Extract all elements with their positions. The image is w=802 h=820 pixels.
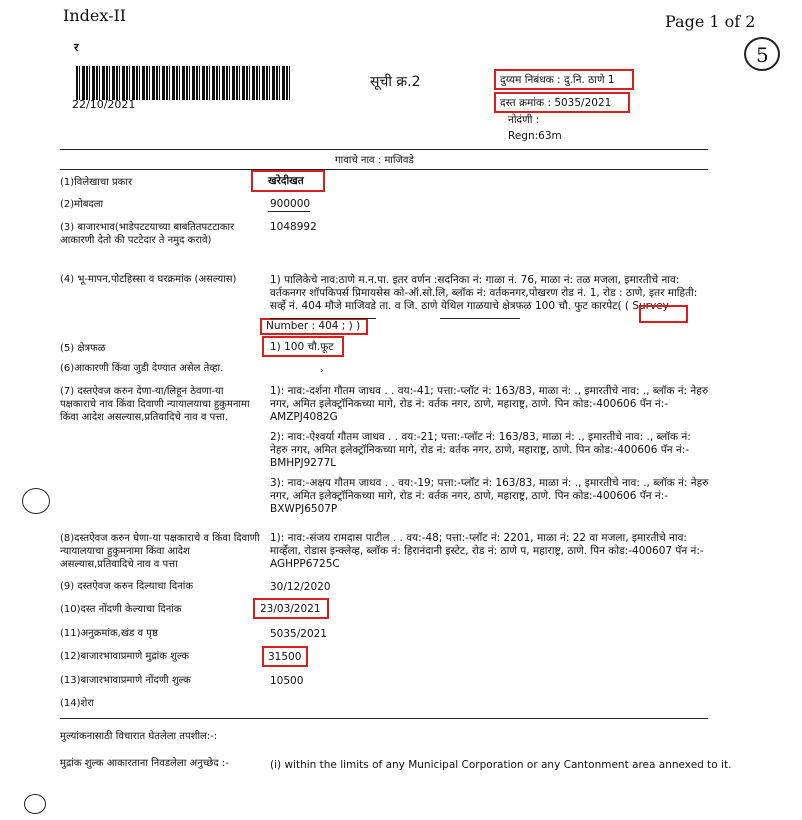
- stamp-article-value: (i) within the limits of any Municipal Corporation or any Cantonment area annexed to it.: [270, 759, 732, 771]
- row-1-label: (1)विलेखाचा प्रकार: [60, 177, 133, 188]
- circled-number: [744, 37, 780, 71]
- punch-hole-top: [22, 488, 50, 514]
- row-10-label: (10)दस्त नोंदणी केल्याचा दिनांक: [60, 604, 182, 615]
- regn-number: Regn:63m: [508, 130, 562, 142]
- document-number: दस्त क्रमांक : 5035/2021: [500, 97, 612, 109]
- row-9-value: 30/12/2020: [270, 581, 331, 593]
- row-3-value: 1048992: [270, 221, 317, 233]
- village-name: गावाचे नाव : माजिवडे: [335, 155, 414, 166]
- punch-hole-bottom: [24, 794, 46, 814]
- stamp-article-label: मुद्रांक शुल्क आकारताना निवडलेला अनुच्छेद :-: [60, 758, 229, 769]
- village-rule-bottom: [60, 169, 708, 170]
- row-10-value: 23/03/2021: [260, 603, 321, 615]
- row-14-label: (14)शेरा: [60, 698, 95, 709]
- village-rule-top: [60, 149, 708, 150]
- valuation-label: मुल्यांकनासाठी विचारात घेतलेला तपशील:-:: [60, 731, 218, 742]
- row-7-party-1: 1): नाव:-दर्शना गौतम जाधव . . वय:-41; पत्ता:-प्लॉट नं: 163/83, माळा नं: ., इमारतीचे नाव: ., ब्लॉक नं: नेहरु नगर, अमित इलेक्ट्रॉनिकच्या मागे, रोड नं: वर्तक नगर, ठाणे, महाराष्ट्र, ठाणे. पिन कोड:-400606 पॅन नं:-AMZPJ4082G: [270, 385, 709, 423]
- row-7-party-2: 2): नाव:-ऐश्वर्या गौतम जाधव . . वय:-21; पत्ता:-प्लॉट नं: 163/83, माळा नं: ., इमारतीचे नाव: ., ब्लॉक नं: नेहरु नगर, अमित इलेक्ट्रॉनिकच्या मागे, रोड नं: वर्तक नगर, ठाणे, महाराष्ट्र, ठाणे. पिन कोड:-400606 पॅन नं:-BMHPJ9277L: [270, 431, 691, 469]
- registration-label: नोदंणी :: [508, 114, 540, 126]
- row-4-label: (4) भू-मापन,पोटहिस्सा व घरक्रमांक (असल्यास): [60, 274, 237, 285]
- row-3-label: (3) बाजारभाव(भाडेपटटयाच्या बाबतितपटटाकार आकारणी देतो की पटटेदार ते नमुद करावे): [60, 222, 235, 246]
- row-7-party-3: 3): नाव:-अक्षय गौतम जाधव . . वय:-19; पत्ता:-प्लॉट नं: 163/83, माळा नं: ., इमारतीचे नाव: ., ब्लॉक नं: नेहरु नगर, अमित इलेक्ट्रॉनिकच्या मागे, रोड नं: वर्तक नगर, ठाणे, महाराष्ट्र, ठाणे. पिन कोड:-400606 पॅन नं:-BXWPJ6507P: [270, 477, 709, 515]
- row-11-value: 5035/2021: [270, 628, 327, 640]
- row-1-value: खरेदीखत: [268, 175, 304, 187]
- row-2-value: 900000: [270, 198, 311, 210]
- sub-registrar: दुय्यम निबंधक : दु.नि. ठाणे 1: [500, 74, 615, 86]
- row-6-mark: ›: [320, 366, 324, 376]
- row-8-value: 1): नाव:-संजय रामदास पाटील . . वय:-48; पत्ता:-प्लॉट नं: 2201, माळा नं: 22 वा मजला, इमारतीचे नाव: मार्व्हेला, रोडास इन्क्लेव्ह, ब्लॉक नं: हिरानंदानी इस्टेट, रोड नं: ठाणे प, महाराष्ट्र, ठाणे. पिन कोड:-400607 पॅन नं:-AGHPP6725C: [270, 532, 704, 570]
- document-title: सूची क्र.2: [370, 74, 421, 90]
- survey-highlight: [639, 305, 688, 323]
- row-13-label: (13)बाजारभावाप्रमाणे नोंदणी शुल्क: [60, 675, 191, 686]
- survey-underline: [270, 318, 376, 319]
- row-2-label: (2)मोबदला: [60, 199, 104, 210]
- row-9-label: (9) दस्तऐवज करुन दिल्याचा दिनांक: [60, 581, 194, 592]
- page-number: Page 1 of 2: [665, 12, 756, 31]
- barcode-date: 22/10/2021: [72, 98, 136, 111]
- row-7-label: (7) दस्तऐवज करुन देणा-या/लिहून ठेवणा-या पक्षकाराचे नाव किंवा दिवाणी न्यायालयाचा हुकुमनामा किंवा आदेश असल्यास,प्रतिवादिचे नाव व पत्ता.: [60, 386, 250, 423]
- row-13-value: 10500: [270, 675, 304, 687]
- header-mark: र: [74, 41, 79, 54]
- row-4-value: 1) पालिकेचे नाव:ठाणे म.न.पा. इतर वर्णन :सदनिका नं: गाळा नं. 76, माळा नं: तळ मजला, इमारतीचे नाव: वर्तकनगर शॉपकिपर्स प्रिमायसेस को-ऑ.सो.लि, ब्लॉक नं: वर्तकनगर,पोखरण रोड नं. 1, रोड : ठाणे, इतर माहिती: सर्व्हे नं. 404 मौजे माजिवडे ता. व जि. ठाणे येथिल गाळयाचे क्षेत्रफळ 100 चौ. फुट कारपेट( ( Survey: [270, 274, 698, 312]
- row-5-label: (5) क्षेत्रफळ: [60, 343, 106, 354]
- row-5-value: 1) 100 चौ.फूट: [270, 341, 334, 353]
- row-12-label: (12)बाजारभावाप्रमाणे मुद्रांक शुल्क: [60, 651, 190, 662]
- row-4-value-tail: Number : 404 ; ) ): [266, 320, 361, 332]
- footer-rule: [60, 718, 708, 719]
- row-8-label: (8)दस्तऐवज करुन घेणा-या पक्षकाराचे व किंवा दिवाणी न्यायालयाचा हुकुमनामा किंवा आदेश असल्यास,प्रतिवादिचे नाव व पत्ता: [60, 533, 260, 570]
- circled-number-text: 5: [756, 43, 769, 67]
- row-2-underline: [268, 211, 310, 212]
- barcode: [76, 66, 292, 100]
- row-12-value: 31500: [268, 651, 302, 663]
- row-11-label: (11)अनुक्रमांक,खंड व पृष्ठ: [60, 628, 158, 639]
- area-underline: [440, 318, 520, 319]
- index-label: Index-II: [63, 6, 127, 25]
- row-6-label: (6)आकारणी किंवा जुडी देण्यात असेल तेव्हा.: [60, 363, 224, 374]
